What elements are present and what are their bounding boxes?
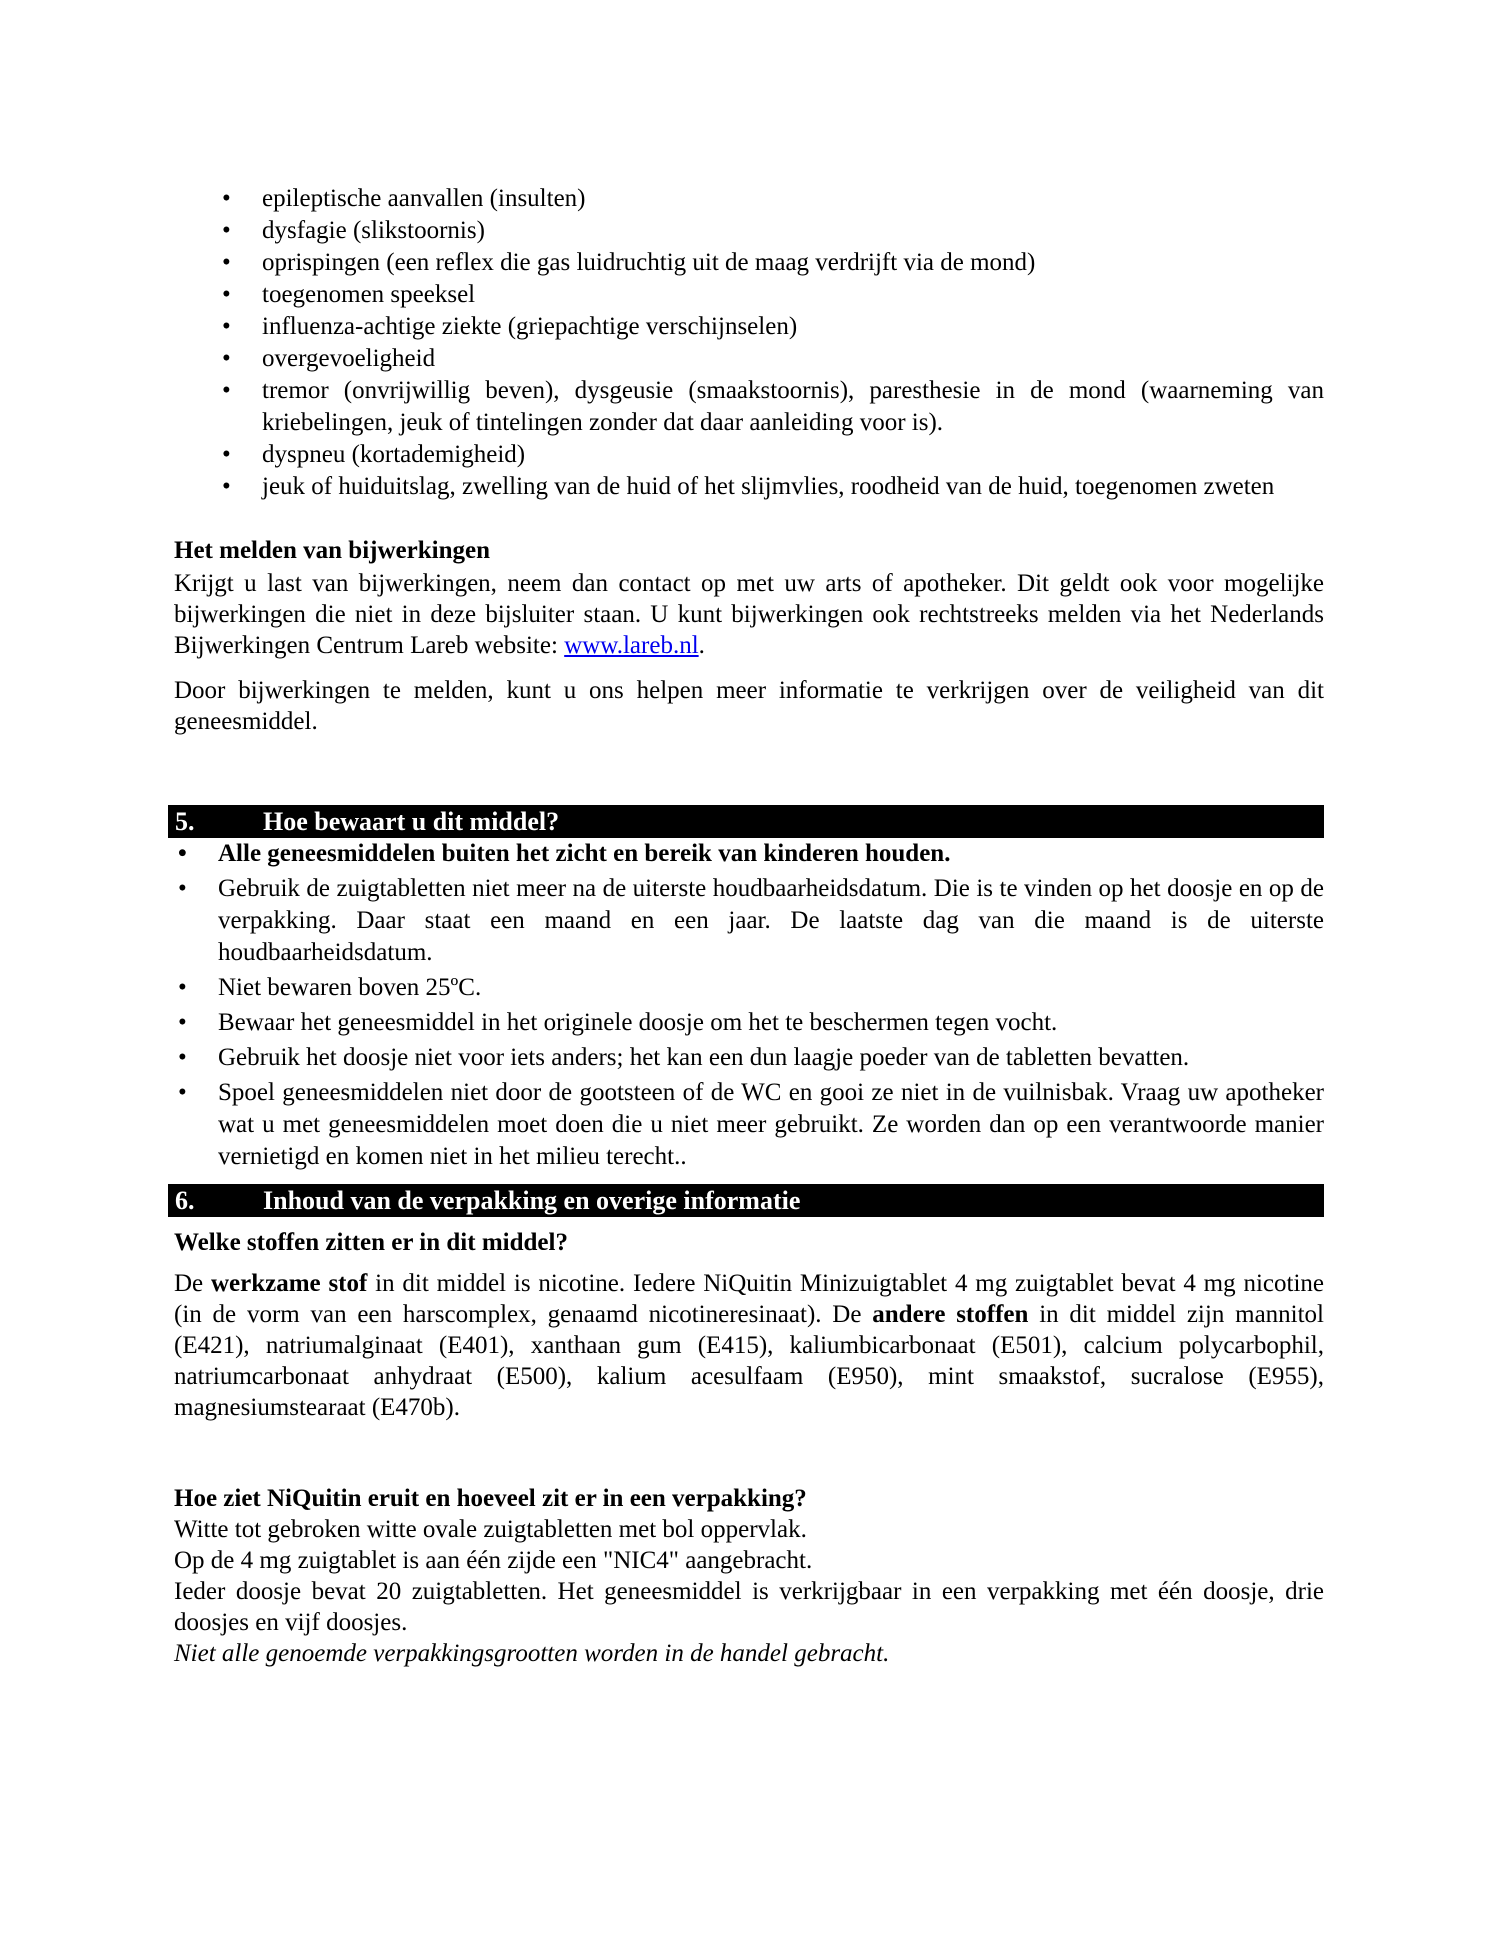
list-item: • dyspneu (kortademigheid) bbox=[174, 439, 1324, 471]
section-title: Hoe bewaart u dit middel? bbox=[263, 807, 560, 836]
appearance-heading: Hoe ziet NiQuitin eruit en hoeveel zit er in een verpakking? bbox=[174, 1485, 807, 1512]
lareb-link[interactable]: www.lareb.nl bbox=[564, 632, 699, 659]
active-substance-emphasis: werkzame stof bbox=[210, 1270, 368, 1297]
paragraph-text: Krijgt u last van bijwerkingen, neem dan contact op met uw arts of apotheker. Dit geldt ook voor mogelijke bijwerkingen die niet in deze bijsluiter staan. U kunt bijwerkingen ook rechtstreeks melden via het Nederlands Bijwerkingen Centrum Lareb website: bbox=[174, 570, 1324, 659]
section-5-header-bar bbox=[168, 805, 1324, 838]
reporting-paragraph bbox=[174, 568, 1324, 661]
list-item: • toegenomen speeksel bbox=[174, 279, 1324, 311]
reporting-paragraph-2: Door bijwerkingen te melden, kunt u ons helpen meer informatie te verkrijgen over de veiligheid van dit geneesmiddel. bbox=[174, 677, 1324, 735]
side-effects-list bbox=[174, 183, 1324, 503]
list-item: • Alle geneesmiddelen buiten het zicht en bereik van kinderen houden. bbox=[174, 838, 1324, 870]
appearance-line: Ieder doosje bevat 20 zuigtabletten. Het geneesmiddel is verkrijgbaar in een verpakking met één doosje, drie doosjes en vijf doosjes. bbox=[174, 1578, 1324, 1636]
section-title: Inhoud van de verpakking en overige informatie bbox=[263, 1186, 801, 1215]
list-item: • Spoel geneesmiddelen niet door de gootsteen of de WC en gooi ze niet in de vuilnisbak. Vraag uw apotheker wat u met geneesmiddelen moet doen die u niet meer gebruikt. Ze worden dan op een verantwoorde manier vernietigd en komen niet in het milieu terecht.. bbox=[174, 1077, 1324, 1173]
section-6-header-bar bbox=[168, 1184, 1324, 1217]
appearance-line: Witte tot gebroken witte ovale zuigtabletten met bol oppervlak. bbox=[174, 1516, 807, 1543]
appearance-section bbox=[174, 1514, 1324, 1669]
list-item: • dysfagie (slikstoornis) bbox=[174, 215, 1324, 247]
paragraph-text: De bbox=[174, 1270, 211, 1297]
reporting-heading: Het melden van bijwerkingen bbox=[174, 537, 490, 564]
list-item: • oprispingen (een reflex die gas luidruchtig uit de maag verdrijft via de mond) bbox=[174, 247, 1324, 279]
list-item: • Gebruik de zuigtabletten niet meer na de uiterste houdbaarheidsdatum. Die is te vinden op het doosje en op de verpakking. Daar staat een maand en een jaar. De laatste dag van die maand is de uiterste houdbaarheidsdatum. bbox=[174, 873, 1324, 969]
content-area bbox=[174, 0, 1324, 1669]
other-substances-emphasis: andere stoffen bbox=[872, 1301, 1029, 1328]
paragraph-text: in dit middel is nicotine. Iedere NiQuitin Minizuigtablet 4 mg zuigtablet bevat 4 mg nicotine (in de vorm van een harscomplex, genaamd nicotineresinaat). De bbox=[174, 1270, 1324, 1328]
section-number: 5. bbox=[175, 807, 195, 836]
section-number: 6. bbox=[175, 1186, 195, 1215]
list-item: • Bewaar het geneesmiddel in het originele doosje om het te beschermen tegen vocht. bbox=[174, 1007, 1324, 1039]
list-item: • tremor (onvrijwillig beven), dysgeusie (smaakstoornis), paresthesie in de mond (waarneming van kriebelingen, jeuk of tintelingen zonder dat daar aanleiding voor is). bbox=[174, 375, 1324, 439]
paragraph-text: in dit middel zijn mannitol (E421), natriumalginaat (E401), xanthaan gum (E415), kaliumbicarbonaat (E501), calcium polycarbophil, natriumcarbonaat anhydraat (E500), kalium acesulfaam (E950), mint smaakstof, sucralose (E955), magnesiumstearaat (E470b). bbox=[174, 1301, 1324, 1421]
list-item: • epileptische aanvallen (insulten) bbox=[174, 183, 1324, 215]
list-item: • jeuk of huiduitslag, zwelling van de huid of het slijmvlies, roodheid van de huid, toegenomen zweten bbox=[174, 471, 1324, 503]
list-item: • overgevoeligheid bbox=[174, 343, 1324, 375]
list-item: • influenza-achtige ziekte (griepachtige verschijnselen) bbox=[174, 311, 1324, 343]
appearance-line: Op de 4 mg zuigtablet is aan één zijde een "NIC4" aangebracht. bbox=[174, 1547, 813, 1574]
list-item: • Niet bewaren boven 25ºC. bbox=[174, 972, 1324, 1004]
list-item: • Gebruik het doosje niet voor iets anders; het kan een dun laagje poeder van de tabletten bevatten. bbox=[174, 1042, 1324, 1074]
storage-list bbox=[174, 838, 1324, 1173]
composition-paragraph bbox=[174, 1268, 1324, 1423]
pack-sizes-note: Niet alle genoemde verpakkingsgrootten worden in de handel gebracht. bbox=[174, 1640, 890, 1667]
composition-heading: Welke stoffen zitten er in dit middel? bbox=[174, 1229, 568, 1256]
paragraph-text: . bbox=[698, 632, 705, 659]
